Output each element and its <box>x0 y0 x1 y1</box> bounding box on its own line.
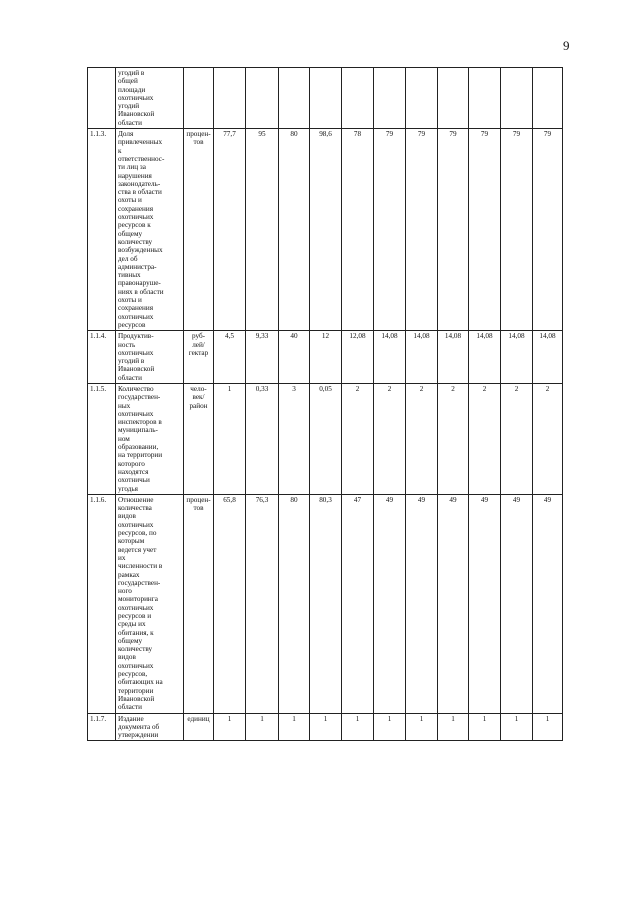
value-cell: 14,08 <box>406 331 438 384</box>
row-number: 1.1.6. <box>88 494 116 713</box>
value-cell: 12,08 <box>342 331 374 384</box>
value-cell: 49 <box>406 494 438 713</box>
row-number: 1.1.3. <box>88 129 116 331</box>
unit-text: руб- лей/ гектар <box>188 332 209 357</box>
value-cell: 76,3 <box>246 494 279 713</box>
value-cell: 1 <box>438 713 469 741</box>
value-cell: 95 <box>246 129 279 331</box>
value-cell: 1 <box>406 713 438 741</box>
value-cell: 98,6 <box>310 129 342 331</box>
value-cell: 79 <box>533 129 563 331</box>
value-cell: 14,08 <box>374 331 406 384</box>
value-cell: 1 <box>214 383 246 494</box>
indicator-name <box>116 494 184 713</box>
value-cell: 1 <box>374 713 406 741</box>
value-cell <box>406 68 438 129</box>
value-cell: 80 <box>279 129 310 331</box>
value-cell: 79 <box>469 129 501 331</box>
value-cell: 79 <box>374 129 406 331</box>
value-cell: 2 <box>374 383 406 494</box>
row-number: 1.1.7. <box>88 713 116 741</box>
value-cell: 2 <box>438 383 469 494</box>
value-cell: 80,3 <box>310 494 342 713</box>
table-row <box>88 494 563 713</box>
row-number: 1.1.5. <box>88 383 116 494</box>
value-cell: 78 <box>342 129 374 331</box>
table-row <box>88 331 563 384</box>
value-cell: 77,7 <box>214 129 246 331</box>
indicator-name <box>116 713 184 741</box>
unit-text: чело- век/ район <box>189 384 208 410</box>
unit-text: единиц <box>187 714 210 723</box>
value-cell: 49 <box>438 494 469 713</box>
indicator-name <box>116 383 184 494</box>
value-cell: 79 <box>501 129 533 331</box>
value-cell <box>501 68 533 129</box>
value-cell: 3 <box>279 383 310 494</box>
value-cell: 1 <box>469 713 501 741</box>
value-cell: 49 <box>501 494 533 713</box>
value-cell <box>438 68 469 129</box>
unit-of-measure <box>184 713 214 741</box>
value-cell <box>246 68 279 129</box>
value-cell: 80 <box>279 494 310 713</box>
value-cell: 49 <box>533 494 563 713</box>
value-cell <box>469 68 501 129</box>
indicator-name-text: Продуктив- ность охотничьих угодий в Ивановской области <box>118 332 155 382</box>
value-cell: 79 <box>406 129 438 331</box>
table-row <box>88 129 563 331</box>
row-number <box>88 68 116 129</box>
table-row <box>88 68 563 129</box>
value-cell: 9,33 <box>246 331 279 384</box>
indicator-name-text: Количество государствен- ных охотничьих инспекторов в муниципаль- ном образовании, на территории которого находятся охотничьи угодья <box>118 384 163 493</box>
table-row <box>88 383 563 494</box>
value-cell <box>214 68 246 129</box>
unit-of-measure <box>184 383 214 494</box>
indicator-name <box>116 68 184 129</box>
indicator-name <box>116 331 184 384</box>
value-cell: 1 <box>246 713 279 741</box>
value-cell: 2 <box>342 383 374 494</box>
value-cell: 65,8 <box>214 494 246 713</box>
value-cell: 1 <box>501 713 533 741</box>
indicator-name-text: угодий в общей площади охотничьих угодий Ивановской области <box>118 69 155 127</box>
value-cell: 1 <box>279 713 310 741</box>
indicator-name <box>116 129 184 331</box>
indicator-name-text: Издание документа об утверждении <box>118 714 160 740</box>
value-cell: 2 <box>406 383 438 494</box>
indicator-name-text: Доля привлеченных к ответственнос- ти лиц за нарушения законодатель- ства в области охоты и сохранения охотничьих ресурсов к общему количеству возбужденных дел об администра- тивных правонаруше- ниях в области охоты и сохранения охотничьих ресурсов <box>118 130 165 329</box>
value-cell: 47 <box>342 494 374 713</box>
row-number: 1.1.4. <box>88 331 116 384</box>
value-cell: 14,08 <box>533 331 563 384</box>
value-cell <box>310 68 342 129</box>
value-cell: 2 <box>533 383 563 494</box>
value-cell <box>533 68 563 129</box>
unit-of-measure <box>184 129 214 331</box>
table-row <box>88 713 563 741</box>
value-cell: 2 <box>501 383 533 494</box>
page-number: 9 <box>563 38 570 53</box>
value-cell: 0,05 <box>310 383 342 494</box>
unit-text: процен- тов <box>186 495 211 513</box>
value-cell: 14,08 <box>469 331 501 384</box>
unit-of-measure <box>184 331 214 384</box>
value-cell: 49 <box>469 494 501 713</box>
value-cell: 1 <box>533 713 563 741</box>
indicator-name-text: Отношение количества видов охотничьих ресурсов, по которым ведется учет их численности в рамках государствен- ного мониторинга охотничьих ресурсов и среды их обитания, к общему количеству видов охотничьих ресурсов, обитающих на территории Ивановской области <box>118 495 163 712</box>
unit-of-measure <box>184 68 214 129</box>
value-cell: 79 <box>438 129 469 331</box>
value-cell: 40 <box>279 331 310 384</box>
unit-of-measure <box>184 494 214 713</box>
value-cell: 2 <box>469 383 501 494</box>
value-cell <box>279 68 310 129</box>
value-cell: 4,5 <box>214 331 246 384</box>
indicators-table <box>87 67 563 741</box>
value-cell: 1 <box>310 713 342 741</box>
value-cell: 0,33 <box>246 383 279 494</box>
value-cell: 49 <box>374 494 406 713</box>
value-cell: 1 <box>342 713 374 741</box>
unit-text: процен- тов <box>186 130 211 147</box>
value-cell <box>374 68 406 129</box>
value-cell: 12 <box>310 331 342 384</box>
value-cell: 1 <box>214 713 246 741</box>
value-cell: 14,08 <box>438 331 469 384</box>
value-cell <box>342 68 374 129</box>
value-cell: 14,08 <box>501 331 533 384</box>
